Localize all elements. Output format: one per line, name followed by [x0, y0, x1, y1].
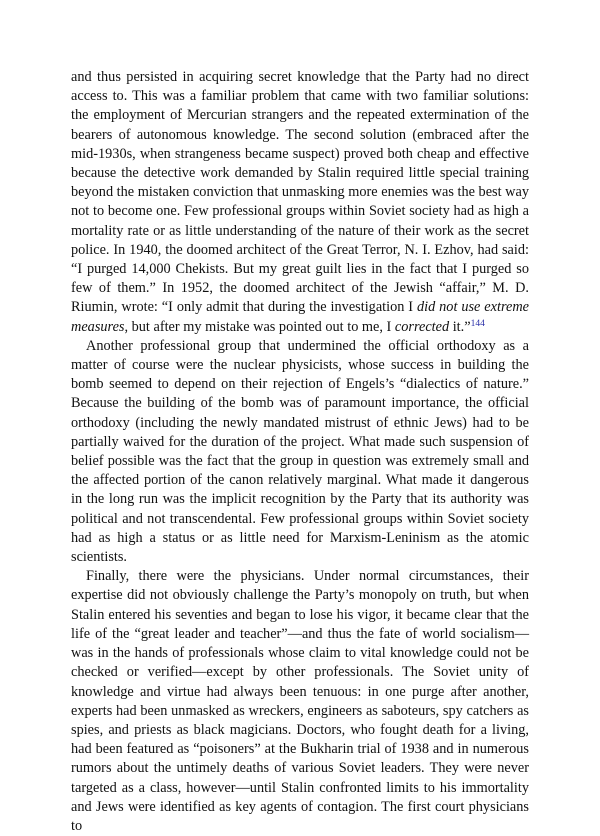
- paragraph-1-text-b: , but after my mistake was pointed out to me, I: [124, 318, 395, 335]
- paragraph-2: Another professional group that undermined the official orthodoxy as a matter of course were the nuclear physicists, whose success in building the bomb seemed to depend on their rejection of Engels’s “dialectics of nature.” Because the building of the bomb was of paramount importance, the official orthodoxy (including the newly mandated mistrust of ethnic Jews) had to be partially waived for the duration of the project. What made such suspension of belief possible was the fact that the group in question was extremely small and the affected portion of the canon relatively marginal. What made it dangerous in the long run was the implicit recognition by the Party that its authority was political and not transcendental. Few professional groups within Soviet society had as high a status or as little need for Marxism-Leninism as the atomic scientists.: [71, 337, 529, 566]
- footnote-link-144[interactable]: 144: [470, 318, 485, 329]
- paragraph-1: [71, 68, 529, 337]
- emphasis-extreme-measures: did not use extreme measures: [71, 299, 530, 335]
- footnote-marker: [471, 319, 485, 329]
- emphasis-corrected: corrected: [394, 318, 450, 335]
- page-body: [71, 68, 529, 836]
- paragraph-1-text-a: and thus persisted in acquiring secret knowledge that the Party had no direct access to. This was a familiar problem that came with two familiar solutions: the employment of Mercurian strangers and the repeated extermination of the bearers of autonomous knowledge. The second solution (embraced after the mid-1930s, when strangeness became suspect) proved both cheap and effective because the detective work demanded by Stalin required little special training beyond the mistaken conviction that unmasking more enemies was the best way not to become one. Few professional groups within Soviet society had as high a mortality rate or as little understanding of the nature of their work as the secret police. In 1940, the doomed architect of the Great Terror, N. I. Ezhov, had said: “I purged 14,000 Chekists. But my great guilt lies in the fact that I purged so few of them.” In 1952, the doomed architect of the Jewish “affair,” M. D. Riumin, wrote: “I only admit that during the investigation I: [71, 69, 529, 316]
- paragraph-3: Finally, there were the physicians. Under normal circumstances, their expertise did not obviously challenge the Party’s monopoly on truth, but when Stalin entered his seventies and began to lose his vigor, it became clear that the life of the “great leader and teacher”—and thus the fate of world socialism—was in the hands of professionals whose claim to vital knowledge could not be checked or verified—except by other professionals. The Soviet unity of knowledge and virtue had always been tenuous: in one purge after another, experts had been unmasked as wreckers, engineers as saboteurs, spy catchers as spies, and priests as black magicians. Doctors, who fought death for a living, had been featured as “poisoners” at the Bukharin trial of 1938 and in numerous rumors about the untimely deaths of various Soviet leaders. They were never targeted as a class, however—until Stalin confronted limits to his immortality and Jews were identified as key agents of contagion. The first court physicians to: [71, 568, 529, 834]
- paragraph-1-text-c: it.”: [449, 318, 471, 335]
